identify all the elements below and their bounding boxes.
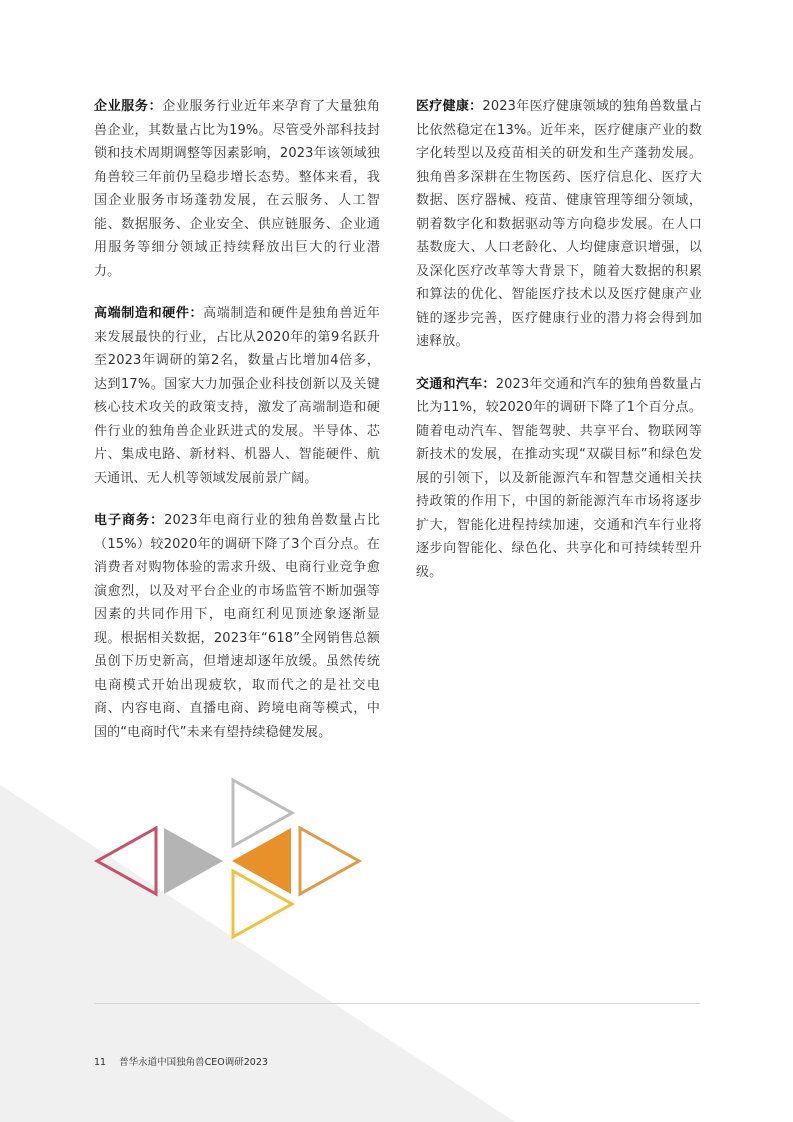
section-heading: 交通和汽车： <box>416 376 496 392</box>
report-title: 普华永道中国独角兽CEO调研2023 <box>119 1057 268 1068</box>
gray-solid-triangle <box>164 828 223 894</box>
section-heading: 医疗健康： <box>416 99 483 114</box>
section-body: 2023年电商行业的独角兽数量占比（15%）较2020年的调研下降了3个百分点。在消费者对购物体验的需求升级、电商行业竞争愈演愈烈，以及对平台企业的市场监管不断加强等因素的共同作用下，电商红利见顶迹象逐渐显现。根据相关数据，2023年“618”全网销售总额虽创下历史新高，但增速却逐年放缓。虽然传统电商模式开始出现疲软，取而代之的是社交电商、内容电商、直播电商、跨境电商等模式，中国的“电商时代”未来有望持续稳健发展。 <box>94 513 380 740</box>
section-body: 企业服务行业近年来孕育了大量独角兽企业，其数量占比为19%。尽管受外部科技封锁和技术周期调整等因素影响，2023年该领域独角兽较三年前仍呈稳步增长态势。整体来看，我国企业服务市场蓬勃发展，在云服务、人工智能、数据服务、企业安全、供应链服务、企业通用服务等细分领域正持续释放出巨大的行业潜力。 <box>94 99 380 279</box>
section-heading: 高端制造和硬件： <box>94 306 204 321</box>
page-number: 11 <box>94 1057 107 1068</box>
section-heading: 电子商务： <box>94 513 165 528</box>
section-body: 高端制造和硬件是独角兽近年来发展最快的行业，占比从2020年的第9名跃升至2023年调研的第2名，数量占比增加4倍多，达到17%。国家大力加强企业科技创新以及关键核心技术攻关的政策支持，激发了高端制造和硬件行业的独角兽企业跃进式的发展。半导体、芯片、集成电路、新材料、机器人、智能硬件、航天通讯、无人机等领域发展前景广阔。 <box>94 306 380 486</box>
orange-outline-triangle <box>300 828 359 894</box>
section-body: 2023年交通和汽车的独角兽数量占比为11%，较2020年的调研下降了1个百分点。随着电动汽车、智能驾驶、共享平台、物联网等新技术的发展，在推动实现“双碳目标”和绿色发展的引领下，以及新能源汽车和智慧交通相关扶持政策的作用下，中国的新能源汽车市场将逐步扩大，智能化进程持续加速，交通和汽车行业将逐步向智能化、绿色化、共享化和可持续转型升级。 <box>416 376 703 580</box>
section-heading: 企业服务： <box>94 99 163 114</box>
footer-divider <box>94 1003 700 1004</box>
orange-solid-triangle <box>232 828 291 894</box>
section-body: 2023年医疗健康领域的独角兽数量占比依然稳定在13%。近年来，医疗健康产业的数字化转型以及疫苗相关的研发和生产蓬勃发展。独角兽多深耕在生物医药、医疗信息化、医疗大数据、医疗器械、疫苗、健康管理等细分领域，朝着数字化和数据驱动等方向稳步发展。在人口基数庞大、人口老龄化、人均健康意识增强，以及深化医疗改革等大背景下，随着大数据的积累和算法的优化、智能医疗技术以及医疗健康产业链的逐步完善，医疗健康行业的潜力将会得到加速释放。 <box>416 99 702 349</box>
red-outline-triangle <box>97 828 156 894</box>
page-footer <box>94 1054 268 1068</box>
